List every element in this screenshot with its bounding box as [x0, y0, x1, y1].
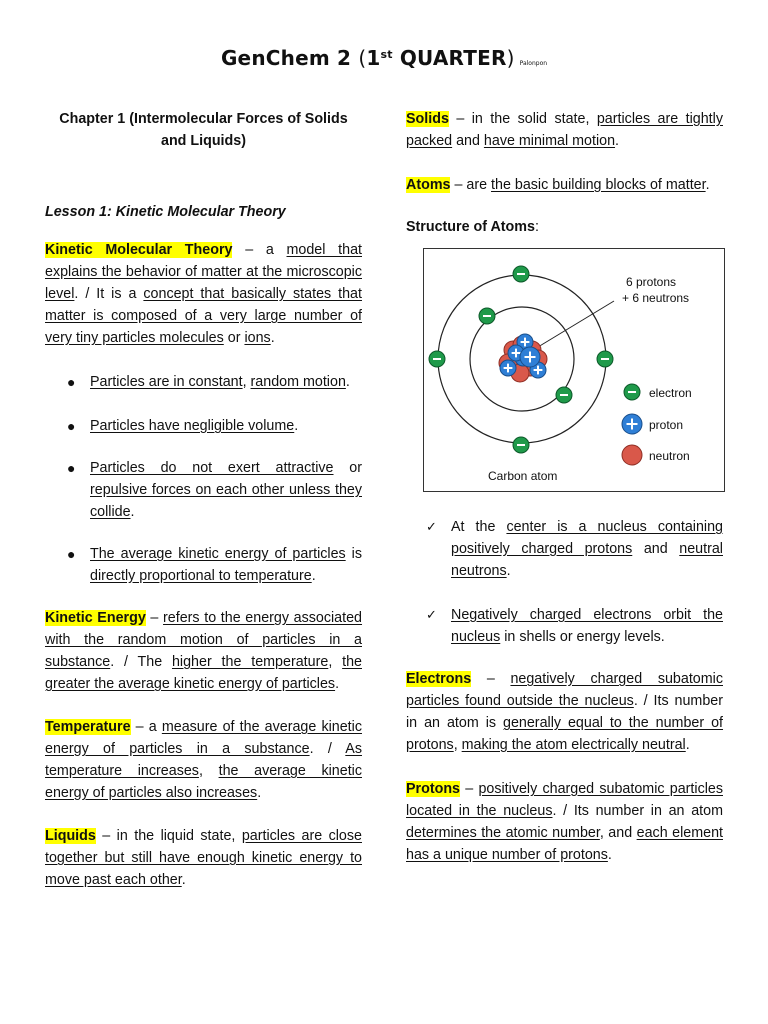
- legend: [622, 384, 642, 465]
- electron-particle: [513, 266, 529, 282]
- proton-particle: [500, 360, 516, 376]
- liquids-definition: Liquids – in the liquid state, particles are close together but still have enough kinetic energy to move past each other.: [45, 828, 362, 888]
- kmt-bullet-list: [45, 371, 362, 587]
- electron-particle: [479, 308, 495, 324]
- list-item: ✓ At the center is a nucleus containing positively charged protons and neutral neutrons.: [406, 516, 723, 582]
- legend-proton-label: proton: [649, 418, 684, 432]
- list-item: ● Particles are in constant, random motion.: [45, 371, 362, 393]
- kmt-term: Kinetic Molecular Theory: [45, 242, 233, 258]
- list-item: ● The average kinetic energy of particles is directly proportional to temperature.: [45, 543, 362, 587]
- author-name: Palonpon: [519, 60, 548, 67]
- figure-caption: Carbon atom: [488, 469, 558, 483]
- page-title: [0, 46, 768, 70]
- protons-label: 6 protons: [626, 275, 677, 289]
- electrons-term: Electrons: [406, 671, 472, 687]
- atoms-definition: Atoms – are the basic building blocks of matter.: [406, 177, 710, 193]
- title-paren-close: ): [506, 46, 515, 70]
- legend-neutron-icon: [622, 445, 642, 465]
- electron-particle: [513, 437, 529, 453]
- bullet-icon: ●: [67, 418, 76, 434]
- bullet-icon: ●: [67, 460, 76, 476]
- proton-particle: [520, 347, 540, 367]
- bullet-icon: ●: [67, 374, 76, 390]
- list-item: ✓ Negatively charged electrons orbit the nucleus in shells or energy levels.: [406, 604, 723, 648]
- carbon-atom-figure: [423, 248, 725, 492]
- kmt-definition: Kinetic Molecular Theory – a model that explains the behavior of matter at the microscopic level. / It is a concept that basically states that matter is composed of a very large number of very tiny particles molecules or ions.: [45, 242, 362, 346]
- protons-definition: Protons – positively charged subatomic particles located in the nucleus. / Its number in an atom determines the atomic number, and each element has a unique number of protons.: [406, 781, 723, 863]
- title-main: GenChem 2: [220, 46, 359, 70]
- right-column: [406, 108, 723, 866]
- pointer-line: [538, 301, 614, 347]
- title-paren-open: (: [358, 46, 367, 70]
- legend-proton-icon: [622, 414, 642, 434]
- electron-particle: [429, 351, 445, 367]
- liquids-term: Liquids: [45, 828, 96, 844]
- legend-electron-icon: [624, 384, 640, 400]
- left-column: [45, 108, 362, 891]
- electron-particle: [597, 351, 613, 367]
- check-icon: ✓: [426, 519, 437, 534]
- temperature-definition: Temperature – a measure of the average kinetic energy of particles in a substance. / As temperature increases, the average kinetic energy of particles also increases.: [45, 719, 362, 801]
- atoms-term: Atoms: [406, 177, 451, 193]
- temperature-term: Temperature: [45, 719, 131, 735]
- solids-definition: Solids – in the solid state, particles are tightly packed and have minimal motion.: [406, 111, 723, 149]
- title-number: 1: [366, 46, 381, 70]
- legend-neutron-label: neutron: [649, 449, 690, 463]
- protons-term: Protons: [406, 781, 461, 797]
- solids-term: Solids: [406, 111, 449, 127]
- atom-diagram: [424, 249, 724, 491]
- bullet-icon: ●: [67, 546, 76, 562]
- ke-definition: Kinetic Energy – refers to the energy associated with the random motion of particles in a substance. / The higher the temperature, the greater the average kinetic energy of particles.: [45, 610, 363, 692]
- lesson-heading: Lesson 1: Kinetic Molecular Theory: [45, 204, 286, 220]
- atom-facts-list: [406, 516, 723, 648]
- list-item: ● Particles do not exert attractive or repulsive forces on each other unless they collide.: [45, 457, 362, 523]
- nucleus: [499, 334, 547, 382]
- electrons-definition: Electrons – negatively charged subatomic particles found outside the nucleus. / Its number in an atom is generally equal to the number of protons, making the atom electrically neutral.: [406, 671, 724, 753]
- electron-particle: [556, 387, 572, 403]
- title-quarter: QUARTER: [392, 46, 507, 70]
- structure-heading: Structure of Atoms:: [406, 219, 539, 235]
- neutrons-label: + 6 neutrons: [622, 291, 690, 305]
- legend-electron-label: electron: [649, 386, 692, 400]
- check-icon: ✓: [426, 607, 437, 622]
- list-item: ● Particles have negligible volume.: [45, 415, 362, 437]
- chapter-heading: Chapter 1 (Intermolecular Forces of Solids and Liquids): [59, 111, 348, 149]
- ke-term: Kinetic Energy: [45, 610, 146, 626]
- title-superscript: st: [380, 48, 393, 61]
